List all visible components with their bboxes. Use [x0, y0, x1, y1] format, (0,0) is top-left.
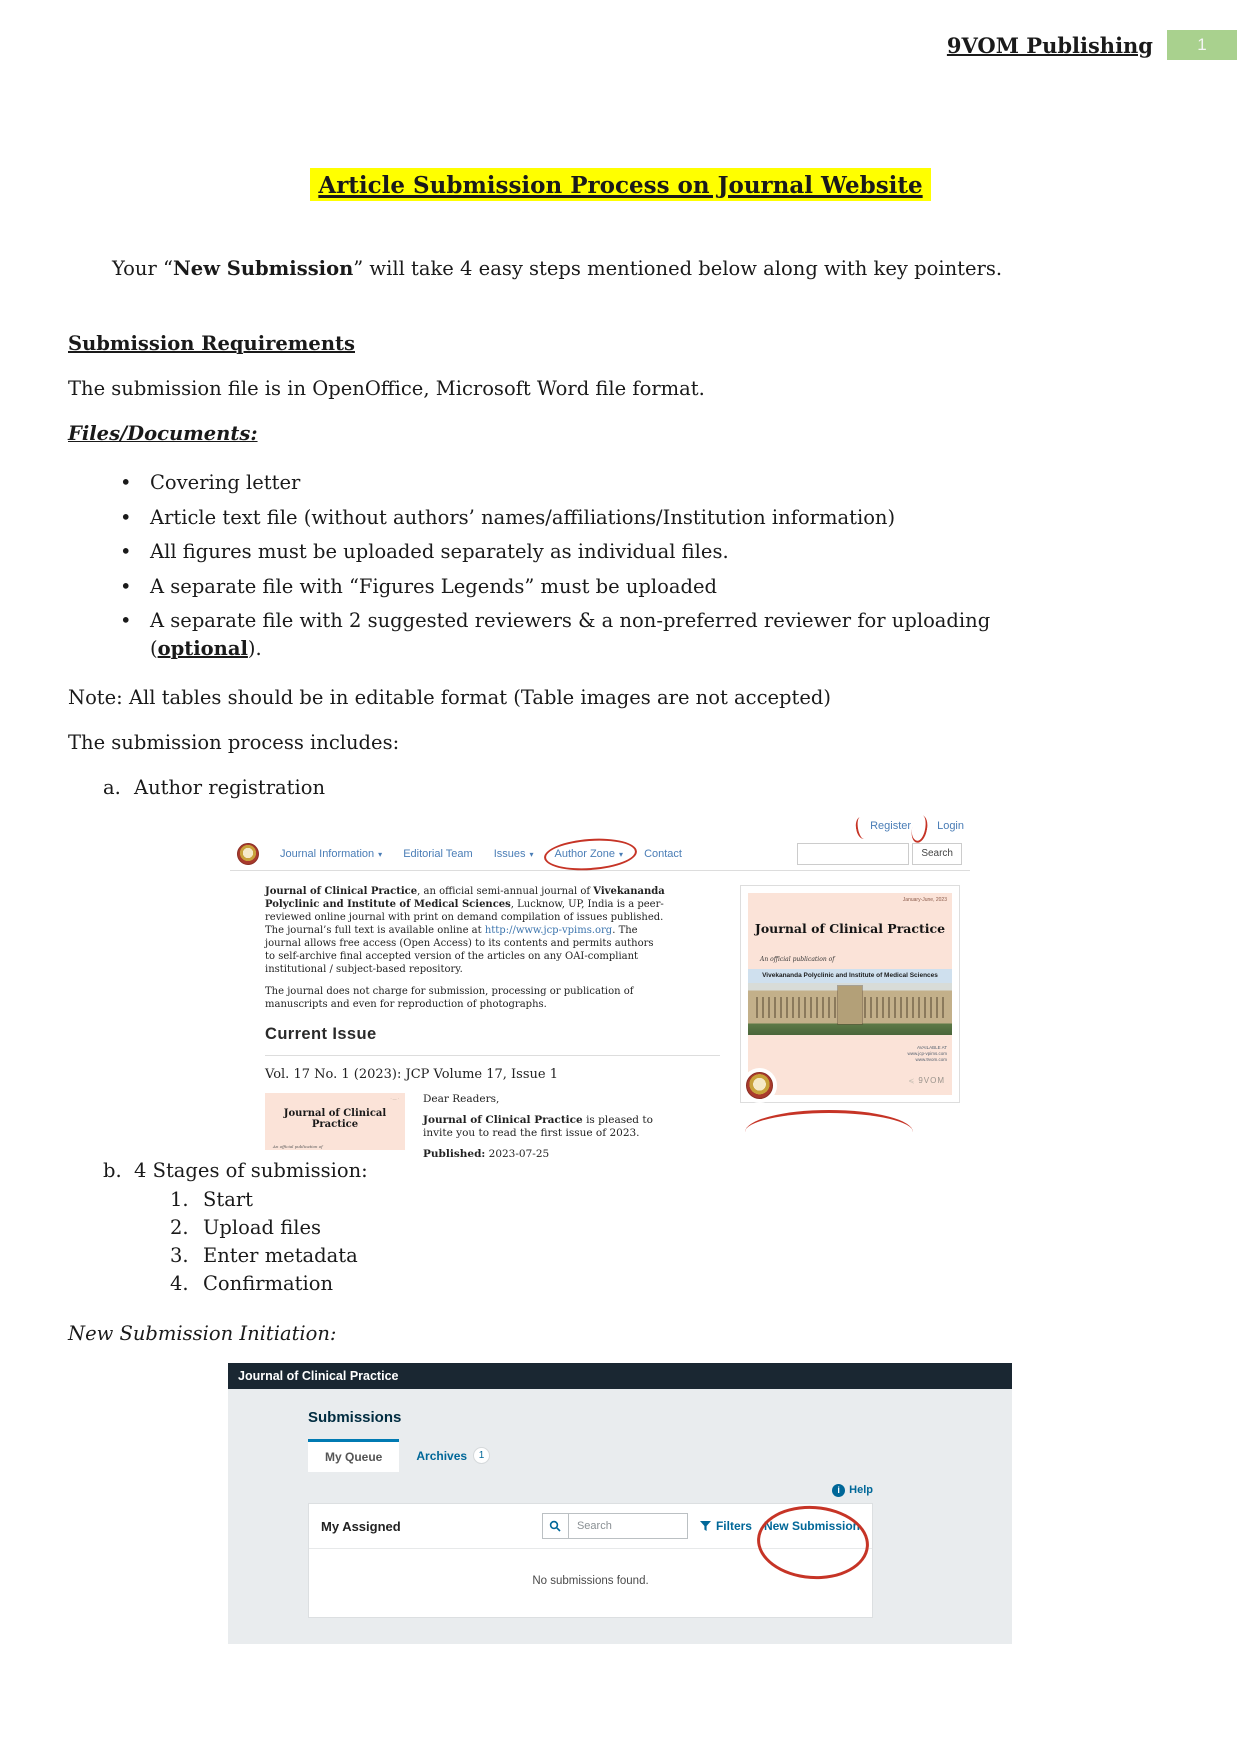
- journal-cover: [748, 893, 952, 1095]
- initiation-heading: New Submission Initiation:: [68, 1322, 337, 1345]
- list-item: • A separate file with “Figures Legends” must be uploaded: [118, 573, 1171, 601]
- thumb-subtitle: An official publication of: [273, 1144, 323, 1149]
- nav-label: Contact: [644, 847, 682, 860]
- stages-list: [170, 1186, 1241, 1298]
- site-search: [797, 843, 962, 865]
- current-issue-heading: Current Issue: [265, 1025, 377, 1043]
- nav-label: Issues: [493, 847, 526, 860]
- submissions-search-input[interactable]: [569, 1514, 687, 1538]
- stage-text: Confirmation: [203, 1272, 334, 1295]
- chevron-down-icon: ▾: [619, 849, 624, 859]
- my-assigned-panel: [308, 1503, 873, 1618]
- stage-number: 2.: [170, 1216, 189, 1239]
- issue-cover-thumbnail[interactable]: [265, 1093, 405, 1150]
- submissions-search: [542, 1513, 688, 1539]
- requirements-heading: Submission Requirements: [68, 332, 355, 355]
- step-a: [103, 776, 1241, 799]
- panel-header: [309, 1504, 872, 1549]
- funnel-icon: [700, 1521, 711, 1531]
- journal-website-screenshot: [230, 815, 970, 1160]
- tab-my-queue[interactable]: My Queue: [308, 1439, 399, 1472]
- desc-text: , an official semi-annual journal of: [417, 886, 594, 897]
- step-b-text: 4 Stages of submission:: [134, 1159, 368, 1182]
- site-main-column: [265, 885, 665, 1168]
- tab-archives[interactable]: [399, 1439, 507, 1472]
- divider: [265, 1055, 720, 1056]
- blurb-line: [423, 1114, 665, 1141]
- help-link[interactable]: [832, 1484, 873, 1497]
- journal-name-bold: Journal of Clinical Practice: [265, 886, 418, 897]
- publisher-brand-logo: ≼ 9VOM: [909, 1076, 945, 1085]
- institute-building-photo: [748, 983, 952, 1035]
- thumb-ornament: ·—·: [390, 1096, 400, 1101]
- site-search-input[interactable]: [797, 843, 909, 865]
- register-link[interactable]: Register: [870, 820, 912, 832]
- optional-pre: (: [150, 636, 158, 660]
- journal-url-link[interactable]: http://www.jcp-vpims.org: [484, 925, 613, 936]
- desc-text: , Lucknow, UP, India is a peer-reviewed online journal with print on demand compilation of issues published. The journal’s full text is available online at: [265, 899, 664, 936]
- site-navbar: [230, 837, 970, 871]
- list-item: [170, 1186, 1241, 1214]
- chevron-down-icon: ▾: [378, 849, 383, 859]
- issue-title-link[interactable]: Vol. 17 No. 1 (2023): JCP Volume 17, Issue 1: [265, 1067, 558, 1082]
- page-number-box: 1: [1167, 30, 1237, 60]
- filters-button[interactable]: [700, 1519, 752, 1533]
- submissions-heading: Submissions: [308, 1409, 402, 1426]
- published-label: Published:: [423, 1147, 486, 1160]
- new-submission-button[interactable]: New Submission: [763, 1519, 860, 1533]
- optional-post: ).: [247, 636, 262, 660]
- stage-number: 4.: [170, 1272, 189, 1295]
- site-topbar: [230, 815, 970, 837]
- ojs-body: [228, 1389, 1012, 1644]
- thumb-title: Journal of Clinical Practice: [283, 1108, 387, 1130]
- avail-line: www.9vom.com: [915, 1057, 947, 1062]
- list-item: [170, 1270, 1241, 1298]
- list-item: [170, 1242, 1241, 1270]
- intro-paragraph: [68, 257, 1171, 280]
- cover-edition: January-June, 2023: [902, 897, 947, 903]
- site-search-button[interactable]: Search: [912, 843, 962, 865]
- list-item: • Covering letter: [118, 469, 1171, 497]
- step-a-text: Author registration: [134, 776, 326, 799]
- annotation-arc: [745, 1110, 913, 1154]
- intro-post: ” will take 4 easy steps mentioned below along with key pointers.: [353, 257, 1003, 280]
- blurb-line: Dear Readers,: [423, 1093, 500, 1105]
- journal-logo: [237, 843, 259, 865]
- list-item: • All figures must be uploaded separately as individual files.: [118, 538, 1171, 566]
- desc-text: . The journal allows free access (Open Access) to its contents and permits authors to self-archive final accepted version of the articles on any OAI-compliant institutional / subject-based repository.: [265, 925, 654, 975]
- journal-description: [265, 885, 665, 976]
- avail-line: www.jcp-vpims.com: [907, 1051, 947, 1056]
- cover-institute-band: Vivekananda Polyclinic and Institute of Medical Sciences: [748, 969, 952, 983]
- cover-availability-text: [907, 1045, 947, 1063]
- journal-crest-logo: [746, 1072, 773, 1099]
- step-a-label: a.: [103, 776, 121, 799]
- login-link[interactable]: Login: [937, 820, 964, 832]
- list-item: [118, 607, 1171, 662]
- journal-charges-text: The journal does not charge for submission, processing or publication of manuscripts and even for reproduction of photographs.: [265, 986, 634, 1010]
- stage-text: Start: [203, 1188, 253, 1211]
- nav-label: Journal Information: [280, 847, 375, 860]
- cover-subtitle: An official publication of: [760, 956, 835, 963]
- ojs-dashboard-screenshot: [228, 1363, 1012, 1644]
- nav-contact[interactable]: [644, 848, 682, 860]
- issue-row: [265, 1093, 665, 1168]
- page-title: Article Submission Process on Journal Website: [318, 172, 923, 199]
- blurb-text: is pleased to invite you to read the first issue of 2023.: [423, 1113, 653, 1139]
- stage-text: Enter metadata: [203, 1244, 358, 1267]
- filters-label: Filters: [715, 1519, 752, 1533]
- optional-line1: A separate file with 2 suggested reviewers & a non-preferred reviewer for uploading: [150, 609, 991, 632]
- ojs-header-bar: Journal of Clinical Practice: [228, 1363, 1012, 1389]
- help-label: Help: [849, 1484, 873, 1496]
- nav-editorial-team[interactable]: [403, 848, 473, 860]
- published-line: [423, 1148, 665, 1162]
- blurb-bold: Journal of Clinical Practice: [423, 1113, 583, 1126]
- nav-journal-information[interactable]: [280, 848, 382, 860]
- help-row: [308, 1480, 873, 1498]
- list-item: • Article text file (without authors’ names/affiliations/Institution information): [118, 504, 1171, 532]
- stage-number: 1.: [170, 1188, 189, 1211]
- info-icon: i: [832, 1484, 845, 1497]
- requirements-text: The submission file is in OpenOffice, Microsoft Word file format.: [68, 377, 705, 400]
- step-b-label: b.: [103, 1159, 122, 1182]
- stage-text: Upload files: [203, 1216, 321, 1239]
- avail-line: AVAILABLE AT: [916, 1045, 947, 1050]
- tab-bar: [308, 1439, 873, 1472]
- doc-header: [0, 0, 1241, 60]
- nav-issues[interactable]: [494, 848, 534, 860]
- nav-label: Author Zone: [554, 847, 616, 860]
- institute-name-bold: Vivekananda Polyclinic and Institute of Medical Sciences: [265, 886, 665, 910]
- panel-controls: [542, 1513, 860, 1539]
- title-highlight: [310, 168, 930, 201]
- title-row: [0, 168, 1241, 201]
- note-text: Note: All tables should be in editable format (Table images are not accepted): [68, 686, 831, 709]
- optional-bold: optional: [157, 636, 248, 660]
- cover-footer: [748, 1035, 952, 1091]
- archives-count-badge: 1: [473, 1447, 490, 1464]
- publisher-name: 9VOM Publishing: [946, 32, 1153, 58]
- tab-label: Archives: [416, 1448, 468, 1463]
- issue-blurb: [423, 1093, 665, 1168]
- files-bullet-list: [118, 469, 1171, 662]
- cover-title: Journal of Clinical Practice: [754, 921, 946, 936]
- intro-bold: New Submission: [172, 257, 354, 280]
- files-documents-heading: Files/Documents:: [68, 422, 258, 445]
- search-icon[interactable]: [543, 1514, 569, 1538]
- nav-label: Editorial Team: [403, 847, 473, 860]
- published-date: 2023-07-25: [488, 1147, 550, 1160]
- chevron-down-icon: ▾: [529, 849, 534, 859]
- intro-pre: Your “: [112, 257, 173, 280]
- panel-title: My Assigned: [321, 1518, 401, 1534]
- stage-number: 3.: [170, 1244, 189, 1267]
- list-item: [170, 1214, 1241, 1242]
- nav-author-zone[interactable]: [555, 848, 624, 860]
- journal-cover-card[interactable]: [740, 885, 960, 1103]
- process-intro: The submission process includes:: [68, 731, 400, 754]
- empty-state-text: No submissions found.: [532, 1575, 649, 1587]
